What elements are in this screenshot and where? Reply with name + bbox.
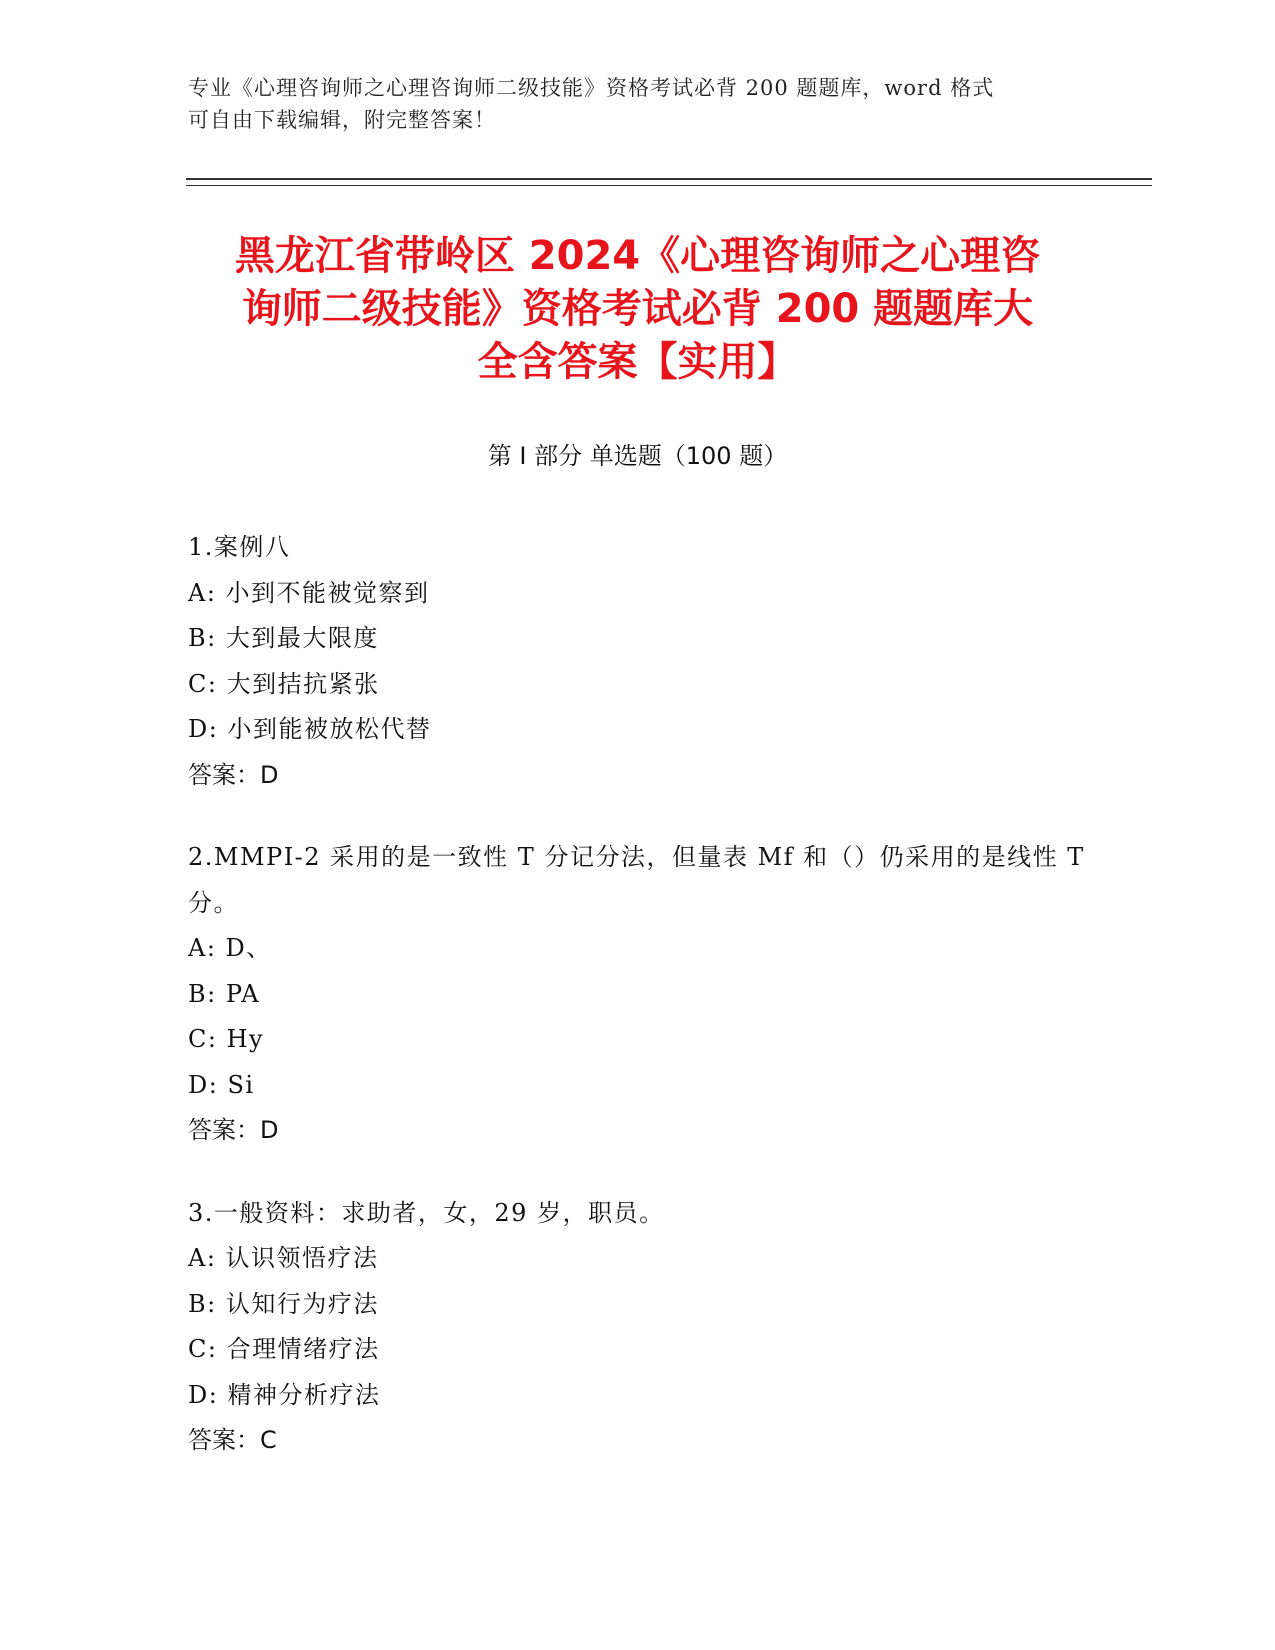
answer-text: 答案：D [188, 1116, 279, 1144]
option-a: A: 认识领悟疗法 [188, 1244, 379, 1272]
option-b: B: PA [188, 979, 261, 1008]
option-a: A: 小到不能被觉察到 [188, 578, 430, 607]
answer-text: 答案：C [188, 1426, 277, 1454]
question-stem: 2.MMPI-2 采用的是一致性 T 分记分法，但量表 Mf 和（）仍采用的是线性 T 分。 [188, 843, 1094, 917]
header-line-1: 专业《心理咨询师之心理咨询师二级技能》资格考试必背 200 题题库，word 格式 [188, 76, 995, 100]
option-a: A: D、 [188, 934, 272, 962]
page-header [188, 72, 1088, 136]
header-line-2: 可自由下载编辑，附完整答案！ [188, 108, 496, 132]
header-divider [186, 178, 1152, 186]
option-c: C: Hy [188, 1025, 265, 1053]
question-stem: 3.一般资料：求助者，女，29 岁，职员。 [188, 1198, 665, 1227]
question-3 [188, 1191, 1088, 1464]
title-line-3: 全含答案【实用】 [477, 339, 798, 385]
question-list [188, 525, 1094, 1501]
title-line-1: 黑龙江省带岭区 2024《心理咨询师之心理咨 [234, 233, 1041, 279]
option-c: C: 合理情绪疗法 [188, 1335, 380, 1363]
option-d: D: 精神分析疗法 [188, 1380, 381, 1409]
question-stem: 1.案例八 [188, 533, 291, 561]
option-c: C: 大到拮抗紧张 [188, 669, 380, 698]
option-b: B: 大到最大限度 [188, 624, 379, 652]
answer-text: 答案：D [188, 760, 279, 789]
question-2 [188, 835, 1094, 1154]
option-d: D: Si [188, 1070, 255, 1099]
option-d: D: 小到能被放松代替 [188, 715, 432, 743]
option-b: B: 认知行为疗法 [188, 1289, 379, 1318]
title-line-2: 询师二级技能》资格考试必背 200 题题库大 [241, 286, 1034, 332]
question-1 [188, 525, 1088, 798]
document-title [150, 230, 1125, 389]
section-heading: 第 I 部分 单选题（100 题） [487, 442, 788, 470]
